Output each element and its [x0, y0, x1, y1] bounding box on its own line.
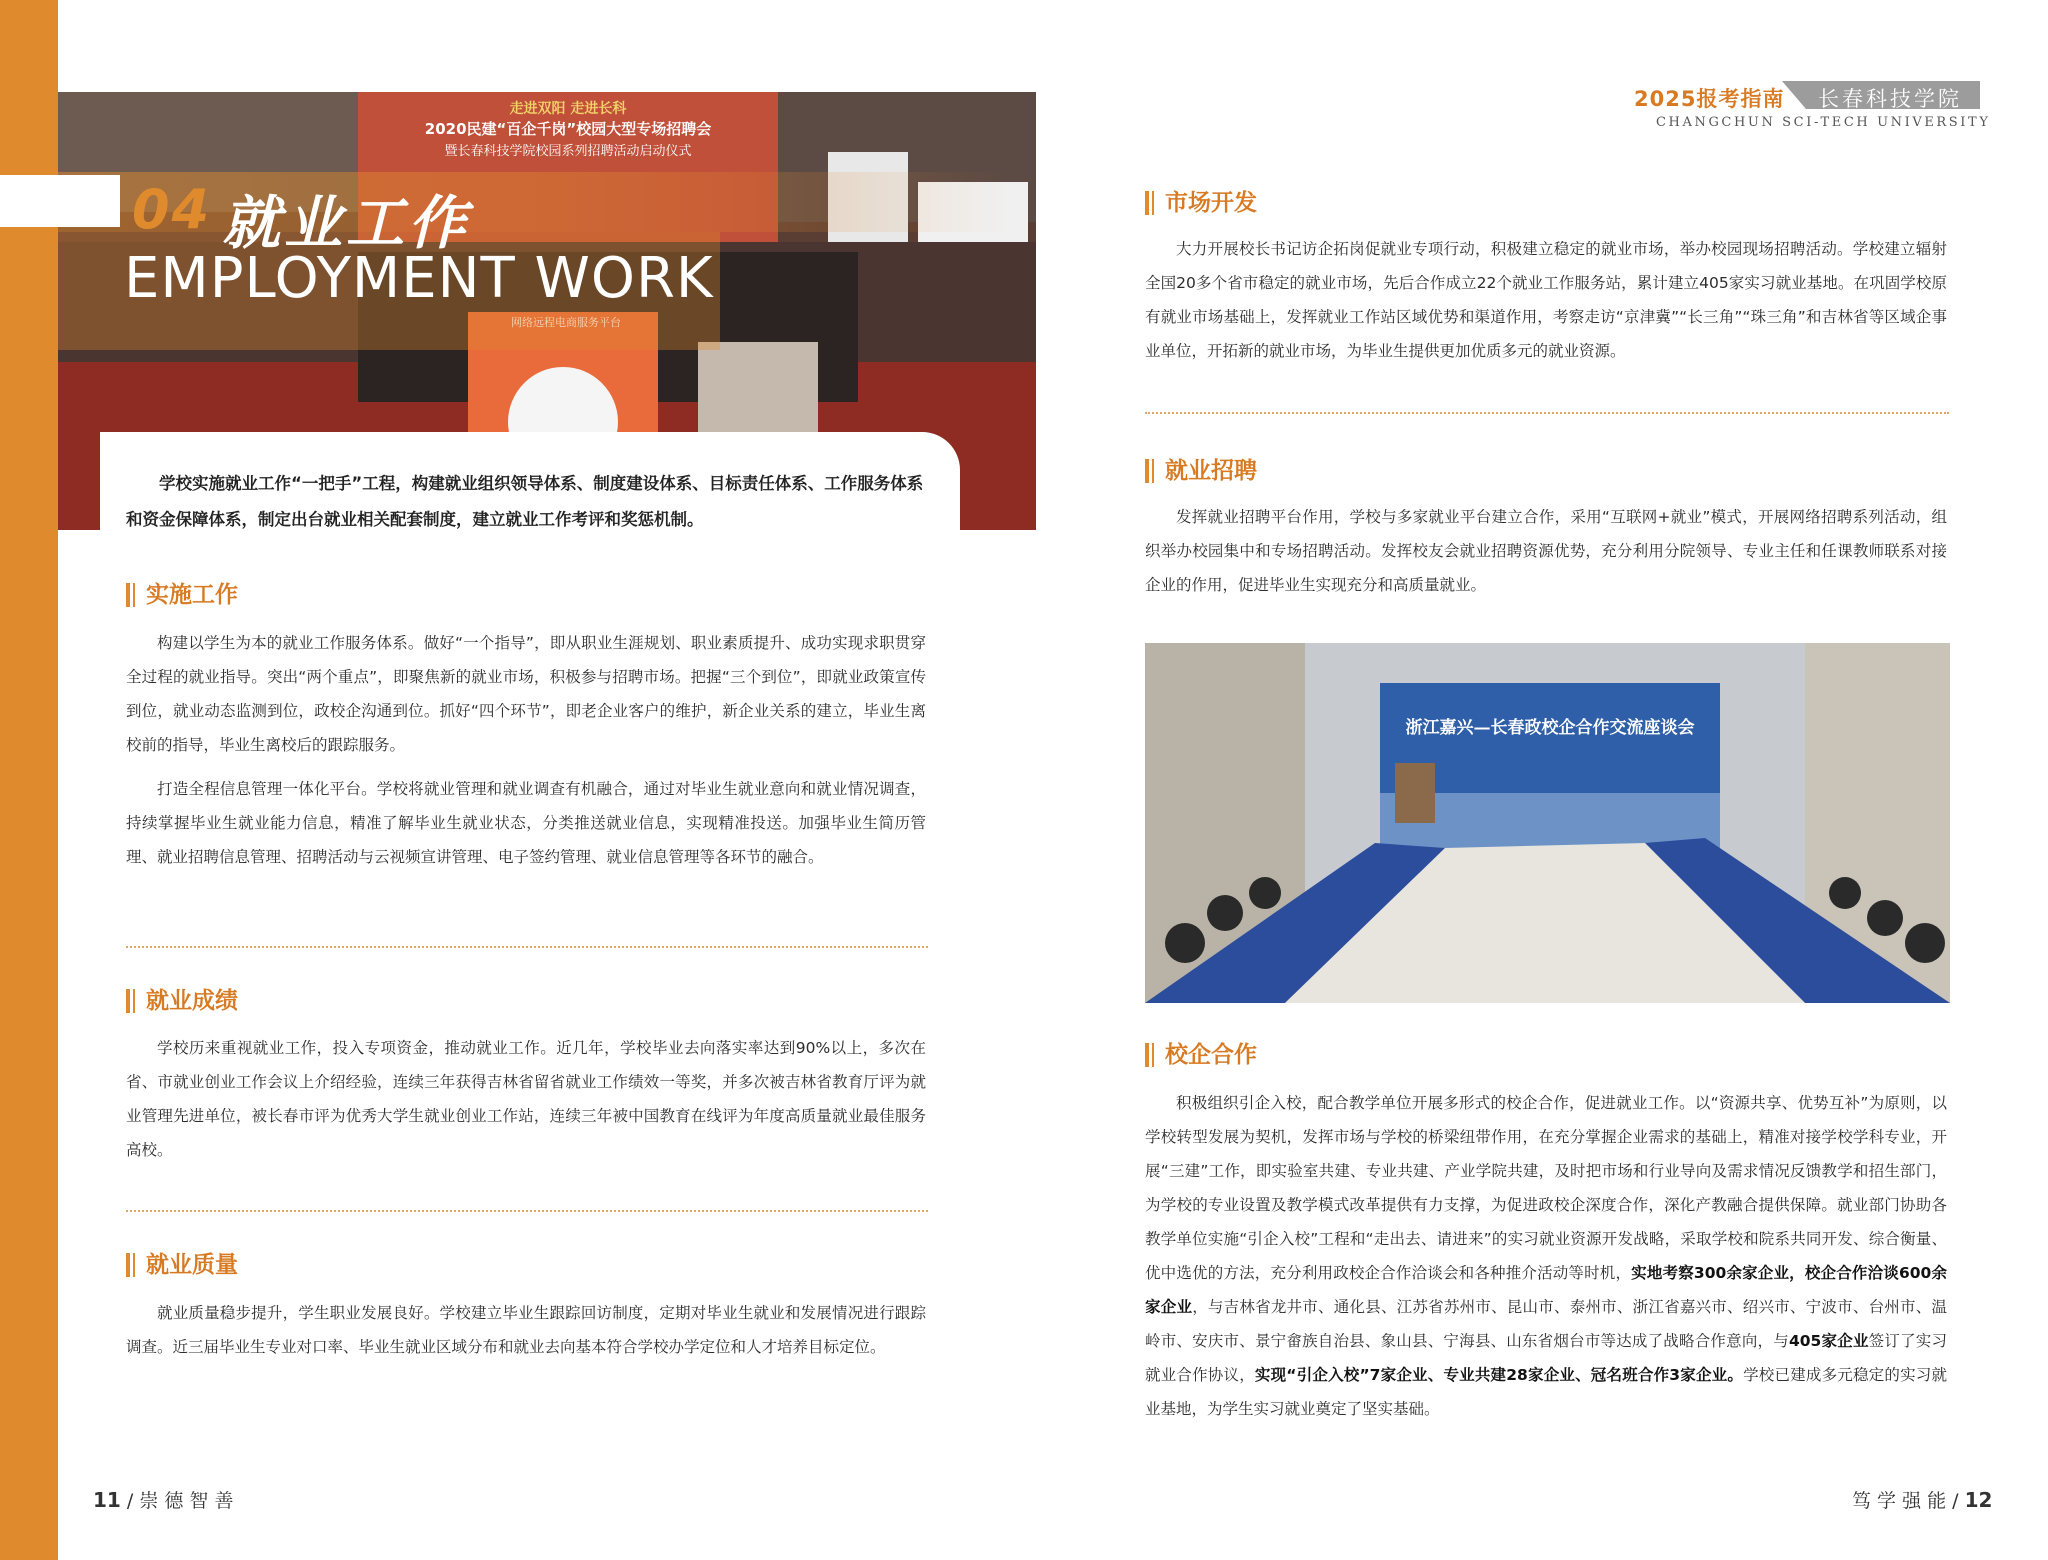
- title-white-tab: [0, 175, 120, 227]
- photo-meeting: [1145, 643, 1950, 1003]
- section-title-en: EMPLOYMENT WORK: [124, 246, 714, 311]
- para-coop: [1145, 1086, 1947, 1426]
- para-recruit: 发挥就业招聘平台作用，学校与多家就业平台建立合作，采用“互联网+就业”模式，开展网络招聘系列活动，组织举办校园集中和专场招聘活动。发挥校友会就业招聘资源优势，充分利用分院领导、专业主任和任课教师联系对接企业的作用，促进毕业生实现充分和高质量就业。: [1145, 508, 1947, 594]
- para-quality: 就业质量稳步提升，学生职业发展良好。学校建立毕业生跟踪回访制度，定期对毕业生就业和发展情况进行跟踪调查。近三届毕业生专业对口率、毕业生就业区域分布和就业去向基本符合学校办学定位和人才培养目标定位。: [126, 1304, 926, 1356]
- footer-left-motto: / 崇 德 智 善: [126, 1490, 234, 1512]
- para-implement-1: 构建以学生为本的就业工作服务体系。做好“一个指导”，即从职业生涯规划、职业素质提升、成功实现求职贯穿全过程的就业指导。突出“两个重点”，即聚焦新的就业市场，积极参与招聘市场。把握“三个到位”，即就业政策宣传到位，就业动态监测到位，政校企沟通到位。抓好“四个环节”，即老企业客户的维护，新企业关系的建立，毕业生离校前的指导，毕业生离校后的跟踪服务。: [126, 634, 926, 754]
- banner-line3: 暨长春科技学院校园系列招聘活动启动仪式: [444, 144, 692, 159]
- coop-text-a: 积极组织引企入校，配合教学单位开展多形式的校企合作，促进就业工作。以“资源共享、优势互补”为原则，以学校转型发展为契机，发挥市场与学校的桥梁纽带作用，在充分掌握企业需求的基础上，精准对接学校学科专业，开展“三建”工作，即实验室共建、专业共建、产业学院共建，及时把市场和行业导向及需求情况反馈教学和招生部门，为学校的专业设置及教学模式改革提供有力支撑，为促进政校企深度合作，深化产教融合提供保障。就业部门协助各教学单位实施“引企入校”工程和“走出去、请进来”的实习就业资源开发战略，采取学校和院系共同开发、综合衡量、优中选优的方法，充分利用政校企合作洽谈会和各种推介活动等时机，: [1145, 1094, 1947, 1282]
- para-market: 大力开展校长书记访企拓岗促就业专项行动，积极建立稳定的就业市场，举办校园现场招聘活动。学校建立辐射全国20多个省市稳定的就业市场，先后合作成立22个就业工作服务站，累计建立405家实习就业基地。在巩固学校原有就业市场基础上，发挥就业工作站区域优势和渠道作用，考察走访“京津冀”“长三角”“珠三角”和吉林省等区域企事业单位，开拓新的就业市场，为毕业生提供更加优质多元的就业资源。: [1145, 240, 1947, 360]
- footer-left: [93, 1486, 233, 1513]
- header-year-guide: 2025报考指南: [1634, 87, 1785, 111]
- coop-bold-2: 405家企业: [1788, 1332, 1869, 1350]
- section-title-cn: 就业工作: [222, 189, 471, 257]
- heading-quality: 就业质量: [126, 1250, 238, 1280]
- meeting-banner: 浙江嘉兴—长春政校企合作交流座谈会: [1405, 718, 1695, 738]
- heading-achievement: 就业成绩: [126, 986, 238, 1016]
- section-number: 04: [132, 178, 212, 241]
- intro-text: 学校实施就业工作“一把手”工程，构建就业组织领导体系、制度建设体系、目标责任体系、工作服务体系和资金保障体系，制定出台就业相关配套制度，建立就业工作考评和奖惩机制。: [126, 474, 924, 529]
- coop-text-d: 学校已建成多元稳定的实习就业基地，为学生实习就业奠定了坚实基础。: [1145, 1366, 1947, 1418]
- coop-text-c: 签订了实习就业合作协议，: [1145, 1332, 1947, 1384]
- banner-line2: 2020民建“百企千岗”校园大型专场招聘会: [424, 120, 712, 138]
- footer-right-motto: 笃 学 强 能 /: [1852, 1490, 1959, 1512]
- heading-coop: 校企合作: [1145, 1040, 1257, 1070]
- divider-2: [126, 1210, 928, 1212]
- heading-recruit: 就业招聘: [1145, 456, 1257, 486]
- heading-market: 市场开发: [1145, 188, 1257, 218]
- page-number-right: 12: [1964, 1488, 1993, 1512]
- footer-right: [1852, 1486, 1992, 1513]
- board-label: 网络远程电商服务平台: [511, 316, 621, 329]
- coop-bold-3: 实现“引企入校”7家企业、专业共建28家企业、冠名班合作3家企业。: [1254, 1366, 1744, 1384]
- header-school-cn: 长春科技学院: [1818, 87, 1962, 111]
- para-achievement: 学校历来重视就业工作，投入专项资金，推动就业工作。近几年，学校毕业去向落实率达到90%以上，多次在省、市就业创业工作会议上介绍经验，连续三年获得吉林省留省就业工作绩效一等奖，并多次被吉林省教育厅评为就业管理先进单位，被长春市评为优秀大学生就业创业工作站，连续三年被中国教育在线评为年度高质量就业最佳服务高校。: [126, 1039, 926, 1159]
- header-school-en: CHANGCHUN SCI-TECH UNIVERSITY: [1656, 115, 1991, 130]
- heading-implement: 实施工作: [126, 580, 238, 610]
- banner-line1: 走进双阳 走进长科: [509, 101, 627, 117]
- coop-text-b: ，与吉林省龙井市、通化县、江苏省苏州市、昆山市、泰州市、浙江省嘉兴市、绍兴市、宁波市、台州市、温岭市、安庆市、景宁畲族自治县、象山县、宁海县、山东省烟台市等达成了战略合作意向，与: [1145, 1298, 1947, 1350]
- page-number-left: 11: [93, 1488, 121, 1512]
- divider-1: [126, 946, 928, 948]
- para-implement-2: 打造全程信息管理一体化平台。学校将就业管理和就业调查有机融合，通过对毕业生就业意向和就业情况调查，持续掌握毕业生就业能力信息，精准了解毕业生就业状态，分类推送就业信息，实现精准投送。加强毕业生简历管理、就业招聘信息管理、招聘活动与云视频宣讲管理、电子签约管理、就业信息管理等各环节的融合。: [126, 780, 926, 866]
- coop-bold-1: 实地考察300余家企业，校企合作洽谈600余家企业: [1145, 1264, 1947, 1316]
- divider-3: [1145, 412, 1949, 414]
